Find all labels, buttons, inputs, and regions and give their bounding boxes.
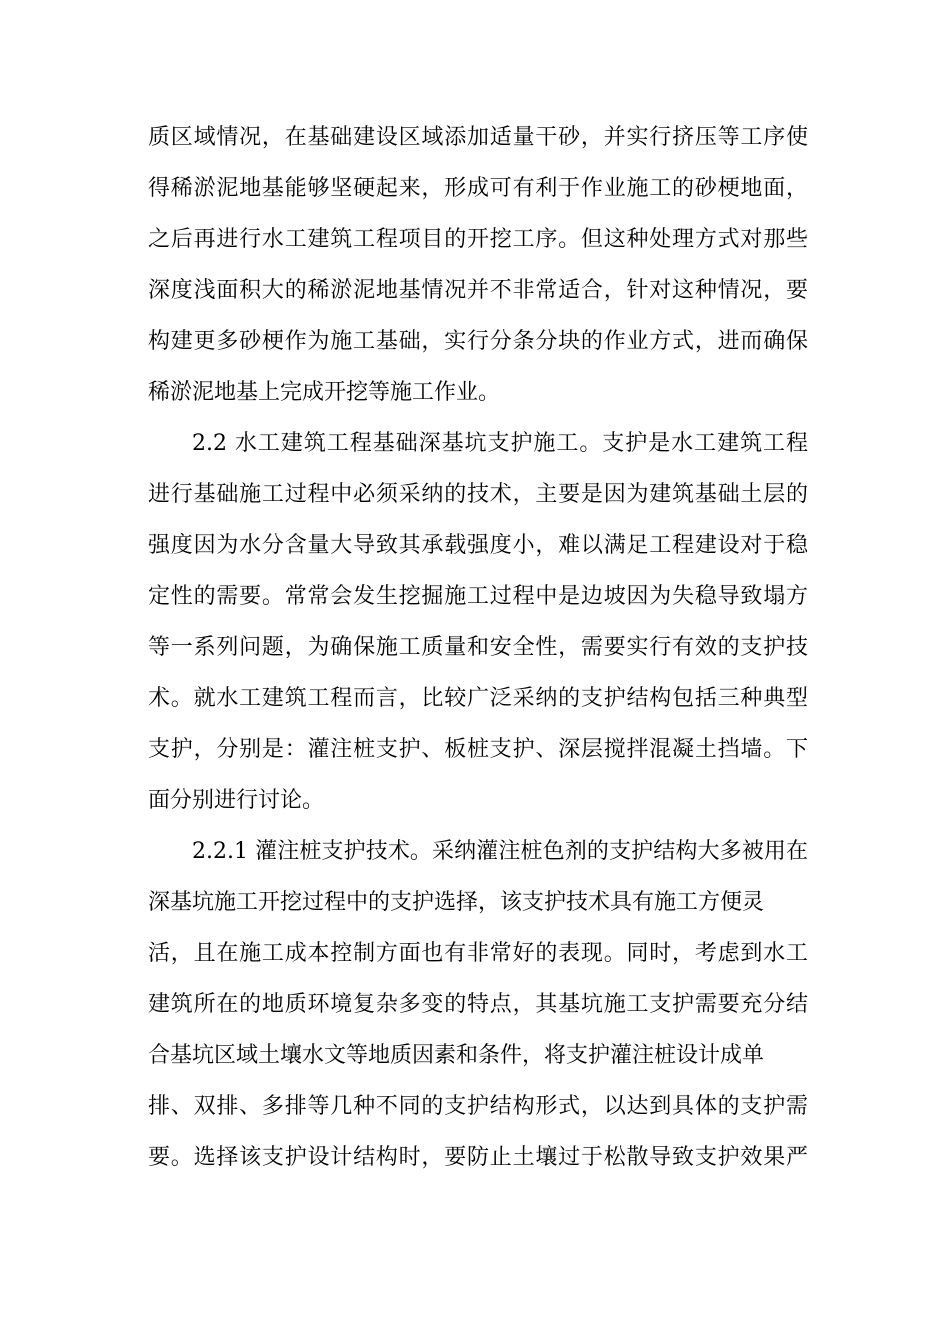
paragraph-line: 合基坑区域土壤水文等地质因素和条件，将支护灌注桩设计成单: [148, 1043, 765, 1068]
paragraph-line: 等一系列问题，为确保施工质量和安全性，需要实行有效的支护技: [148, 635, 808, 660]
paragraph-line: 构建更多砂梗作为施工基础，实行分条分块的作业方式，进而确保: [148, 329, 808, 354]
paragraph-line: 建筑所在的地质环境复杂多变的特点，其基坑施工支护需要充分结: [148, 992, 808, 1017]
paragraph-line: 要。选择该支护设计结构时，要防止土壤过于松散导致支护效果严: [148, 1145, 808, 1170]
paragraph-line: 得稀淤泥地基能够坚硬起来，形成可有利于作业施工的砂梗地面，: [148, 176, 808, 201]
paragraph-line: 质区域情况，在基础建设区域添加适量干砂，并实行挤压等工序使: [148, 125, 808, 150]
paragraph-line: 深度浅面积大的稀淤泥地基情况并不非常适合，针对这种情况，要: [148, 278, 808, 303]
paragraph-line: 面分别进行讨论。: [148, 788, 325, 813]
paragraph-line: 进行基础施工过程中必须采纳的技术，主要是因为建筑基础土层的: [148, 482, 808, 507]
paragraph-line: 深基坑施工开挖过程中的支护选择，该支护技术具有施工方便灵: [148, 890, 765, 915]
paragraph-line: 之后再进行水工建筑工程项目的开挖工序。但这种处理方式对那些: [148, 227, 808, 252]
section-heading-line: 2.2.1 灌注桩支护技术。采纳灌注桩色剂的支护结构大多被用在: [192, 839, 808, 864]
paragraph-line: 强度因为水分含量大导致其承载强度小，难以满足工程建设对于稳: [148, 533, 808, 558]
paragraph-line: 活，且在施工成本控制方面也有非常好的表现。同时，考虑到水工: [148, 941, 808, 966]
paragraph-line: 定性的需要。常常会发生挖掘施工过程中是边坡因为失稳导致塌方: [148, 584, 808, 609]
paragraph-line: 稀淤泥地基上完成开挖等施工作业。: [148, 380, 501, 405]
section-heading-line: 2.2 水工建筑工程基础深基坑支护施工。支护是水工建筑工程: [192, 431, 808, 456]
paragraph-line: 排、双排、多排等几种不同的支护结构形式，以达到具体的支护需: [148, 1094, 808, 1119]
paragraph-line: 支护，分别是：灌注桩支护、板桩支护、深层搅拌混凝土挡墙。下: [148, 737, 808, 762]
paragraph-line: 术。就水工建筑工程而言，比较广泛采纳的支护结构包括三种典型: [148, 686, 808, 711]
